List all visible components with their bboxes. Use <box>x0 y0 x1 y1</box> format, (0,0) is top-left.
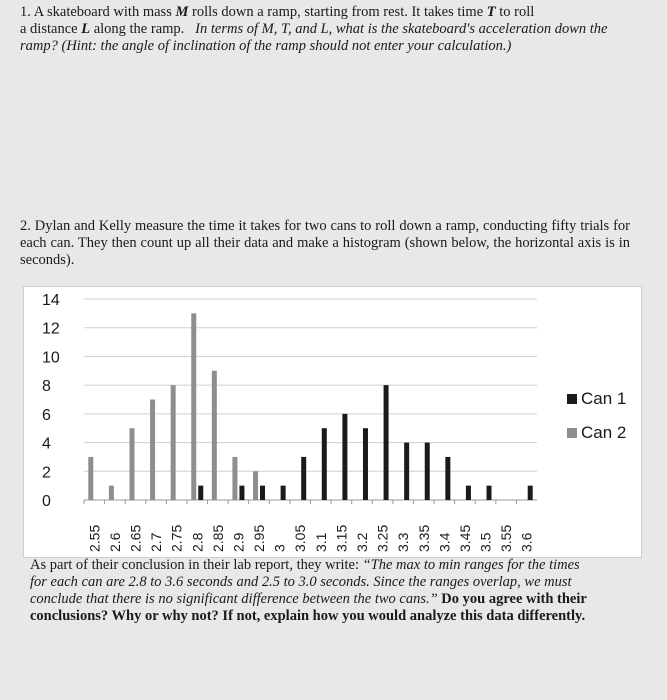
conclusion-question: Do you agree with their conclusions? Why or why not? If not, explain how you would analyze this data differently. <box>30 591 587 624</box>
question-1-line-2 <box>20 21 620 55</box>
legend-swatch <box>567 394 577 404</box>
bar-can-2 <box>171 385 176 500</box>
x-tick-label: 2.8 <box>189 532 206 552</box>
x-tick-label: 2.65 <box>127 524 144 552</box>
bar-can-1 <box>342 414 347 500</box>
conclusion-paragraph <box>30 557 590 625</box>
bar-can-2 <box>88 457 93 500</box>
x-tick-label: 3.45 <box>456 524 473 552</box>
y-tick-label: 2 <box>42 464 51 482</box>
x-tick-label: 3.1 <box>312 532 329 552</box>
y-tick-label: 4 <box>42 435 51 453</box>
question-1-prompt: In terms of M, T, and L, what is the skateboard's acceleration down the ramp? (Hint: the angle of inclination of the ramp should not enter your calculation.) <box>20 21 608 54</box>
bar-can-1 <box>281 486 286 500</box>
x-tick-label: 3.55 <box>498 524 515 552</box>
y-tick-label: 12 <box>42 320 60 338</box>
question-2: 2. Dylan and Kelly measure the time it takes for two cans to roll down a ramp, conducting fifty trials for each can. They then count up all their data and make a histogram (shown below, the horizontal axis is in seconds). <box>20 218 630 268</box>
legend-label: Can 2 <box>581 423 627 442</box>
x-tick-label: 2.9 <box>230 532 247 552</box>
x-tick-label: 3.35 <box>415 524 432 552</box>
x-tick-label: 2.85 <box>209 524 226 552</box>
bar-can-1 <box>466 486 471 500</box>
x-tick-label: 3.6 <box>518 532 535 552</box>
y-tick-label: 0 <box>42 493 51 510</box>
question-1-line-1: 1. A skateboard with mass M rolls down a ramp, starting from rest. It takes time T to roll <box>20 4 535 20</box>
y-tick-label: 6 <box>42 406 51 424</box>
bar-can-1 <box>322 428 327 500</box>
bar-can-2 <box>212 371 217 500</box>
bar-can-2 <box>232 457 237 500</box>
x-tick-label: 2.7 <box>148 532 165 552</box>
y-tick-label: 10 <box>42 349 60 367</box>
legend-label: Can 1 <box>581 389 627 408</box>
bar-can-1 <box>301 457 306 500</box>
bar-can-1 <box>445 457 450 500</box>
x-tick-label: 3.4 <box>436 532 453 552</box>
bar-can-1 <box>198 486 203 500</box>
bar-can-1 <box>487 486 492 500</box>
bar-can-1 <box>425 443 430 500</box>
bar-can-1 <box>239 486 244 500</box>
x-tick-label: 2.75 <box>168 524 185 552</box>
x-tick-label: 2.6 <box>106 532 123 552</box>
x-tick-label: 3 <box>271 544 288 552</box>
x-tick-label: 3.5 <box>477 532 494 552</box>
x-tick-label: 2.55 <box>86 524 103 552</box>
y-tick-label: 8 <box>42 378 51 396</box>
bar-can-2 <box>129 428 134 500</box>
conclusion-quote: “The max to min ranges for the times for each can are 2.8 to 3.6 seconds and 2.5 to 3.0 seconds. Since the ranges overlap, we must conclude that there is no significant difference between the two cans.” <box>30 557 580 607</box>
bar-can-1 <box>260 486 265 500</box>
question-1 <box>20 4 620 55</box>
x-tick-label: 3.3 <box>395 532 412 552</box>
histogram-svg <box>24 287 641 557</box>
bar-can-1 <box>384 385 389 500</box>
x-tick-label: 3.05 <box>292 524 309 552</box>
y-tick-label: 14 <box>42 292 60 309</box>
x-tick-label: 3.2 <box>353 532 370 552</box>
bar-can-1 <box>404 443 409 500</box>
question-1-line-2-text: a distance L along the ramp. <box>20 21 192 37</box>
x-tick-label: 3.25 <box>374 524 391 552</box>
bar-can-1 <box>363 428 368 500</box>
histogram-chart <box>23 286 642 558</box>
x-tick-label: 2.95 <box>251 524 268 552</box>
bar-can-1 <box>528 486 533 500</box>
bar-can-2 <box>109 486 114 500</box>
bar-can-2 <box>150 400 155 501</box>
legend-swatch <box>567 428 577 438</box>
bar-can-2 <box>191 313 196 500</box>
bar-can-2 <box>253 471 258 500</box>
conclusion-intro: As part of their conclusion in their lab report, they write: <box>30 557 359 573</box>
x-tick-label: 3.15 <box>333 524 350 552</box>
